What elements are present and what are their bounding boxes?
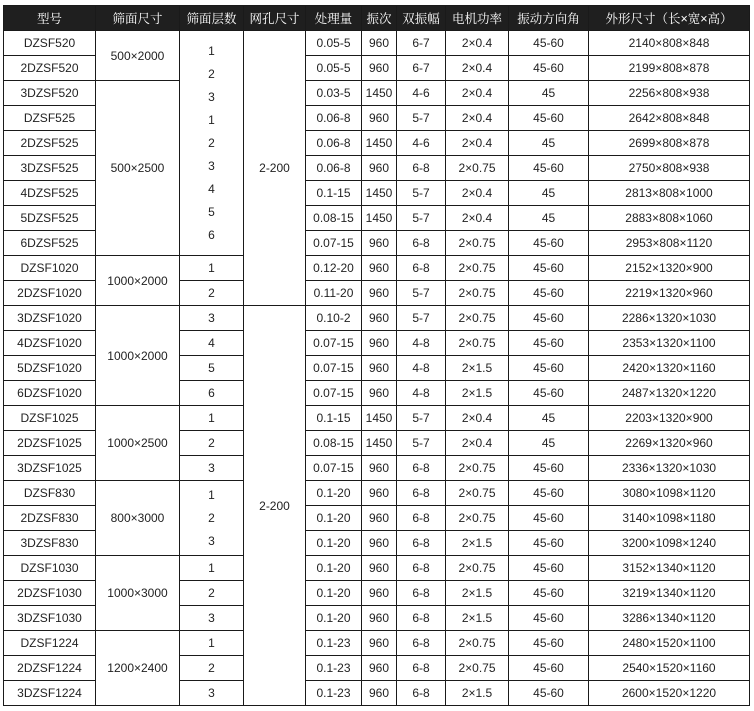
spec-table-body xyxy=(4,31,750,706)
vibration-frequency-cell: 960 xyxy=(362,606,397,631)
dimensions-cell: 2540×1520×1160 xyxy=(589,656,750,681)
capacity-cell: 0.1-20 xyxy=(306,531,362,556)
capacity-cell: 0.03-5 xyxy=(306,81,362,106)
double-amplitude-cell: 6-7 xyxy=(397,56,446,81)
vibration-frequency-cell: 960 xyxy=(362,381,397,406)
dimensions-cell: 2203×1320×900 xyxy=(589,406,750,431)
motor-power-cell: 2×0.4 xyxy=(446,406,509,431)
dimensions-cell: 2699×808×878 xyxy=(589,131,750,156)
motor-power-cell: 2×0.75 xyxy=(446,331,509,356)
motor-power-cell: 2×1.5 xyxy=(446,531,509,556)
vibration-frequency-cell: 960 xyxy=(362,581,397,606)
capacity-cell: 0.12-20 xyxy=(306,256,362,281)
motor-power-cell: 2×0.4 xyxy=(446,31,509,56)
layer-count-value: 2 xyxy=(208,435,215,450)
motor-power-cell: 2×1.5 xyxy=(446,381,509,406)
double-amplitude-cell: 5-7 xyxy=(397,106,446,131)
double-amplitude-cell: 6-8 xyxy=(397,606,446,631)
vibration-angle-cell: 45-60 xyxy=(509,656,589,681)
capacity-cell: 0.08-15 xyxy=(306,431,362,456)
vibration-angle-cell: 45-60 xyxy=(509,631,589,656)
motor-power-cell: 2×0.4 xyxy=(446,131,509,156)
model-cell: 4DZSF1020 xyxy=(4,331,96,356)
vibration-frequency-cell: 960 xyxy=(362,506,397,531)
model-cell: 6DZSF1020 xyxy=(4,381,96,406)
vibration-frequency-cell: 960 xyxy=(362,556,397,581)
vibration-frequency-cell: 1450 xyxy=(362,431,397,456)
layer-count-cell xyxy=(180,281,244,306)
dimensions-cell: 3140×1098×1180 xyxy=(589,506,750,531)
vibration-frequency-cell: 960 xyxy=(362,531,397,556)
layer-count-cell xyxy=(180,656,244,681)
capacity-cell: 0.06-8 xyxy=(306,131,362,156)
model-cell: 3DZSF830 xyxy=(4,531,96,556)
model-cell: 2DZSF1025 xyxy=(4,431,96,456)
capacity-cell: 0.1-23 xyxy=(306,656,362,681)
vibration-frequency-cell: 960 xyxy=(362,331,397,356)
dimensions-cell: 2336×1320×1030 xyxy=(589,456,750,481)
dimensions-cell: 2487×1320×1220 xyxy=(589,381,750,406)
layer-count-value: 3 xyxy=(208,310,215,325)
vibration-angle-cell: 45-60 xyxy=(509,531,589,556)
dimensions-cell: 2813×808×1000 xyxy=(589,181,750,206)
double-amplitude-cell: 6-8 xyxy=(397,481,446,506)
capacity-cell: 0.05-5 xyxy=(306,56,362,81)
dimensions-cell: 2883×808×1060 xyxy=(589,206,750,231)
layer-count-value: 1 xyxy=(208,410,215,425)
vibration-angle-cell: 45-60 xyxy=(509,381,589,406)
layer-count-cell xyxy=(180,431,244,456)
layer-count-cell xyxy=(180,406,244,431)
header-cell: 振动方向角 xyxy=(509,6,589,31)
screen-size-cell: 500×2000 xyxy=(96,31,180,81)
vibration-angle-cell: 45-60 xyxy=(509,306,589,331)
motor-power-cell: 2×0.75 xyxy=(446,556,509,581)
layer-count-cell xyxy=(180,256,244,281)
header-row xyxy=(4,6,750,31)
capacity-cell: 0.06-8 xyxy=(306,156,362,181)
table-row xyxy=(4,406,750,431)
double-amplitude-cell: 6-8 xyxy=(397,256,446,281)
dimensions-cell: 2286×1320×1030 xyxy=(589,306,750,331)
vibration-angle-cell: 45-60 xyxy=(509,481,589,506)
layer-count-value: 1 xyxy=(208,560,215,575)
layer-count-cell xyxy=(180,481,244,556)
header-cell: 处理量 xyxy=(306,6,362,31)
motor-power-cell: 2×0.75 xyxy=(446,631,509,656)
model-cell: 5DZSF525 xyxy=(4,206,96,231)
double-amplitude-cell: 4-8 xyxy=(397,356,446,381)
motor-power-cell: 2×1.5 xyxy=(446,681,509,706)
double-amplitude-cell: 6-8 xyxy=(397,156,446,181)
dimensions-cell: 2269×1320×960 xyxy=(589,431,750,456)
vibration-angle-cell: 45-60 xyxy=(509,581,589,606)
layer-count-value: 3 xyxy=(208,610,215,625)
model-cell: DZSF525 xyxy=(4,106,96,131)
capacity-cell: 0.1-23 xyxy=(306,681,362,706)
motor-power-cell: 2×1.5 xyxy=(446,606,509,631)
layer-count-value: 3 xyxy=(208,460,215,475)
dimensions-cell: 2480×1520×1100 xyxy=(589,631,750,656)
dimensions-cell: 2353×1320×1100 xyxy=(589,331,750,356)
layer-count-value: 6 xyxy=(208,385,215,400)
motor-power-cell: 2×0.4 xyxy=(446,56,509,81)
vibration-frequency-cell: 1450 xyxy=(362,406,397,431)
dimensions-cell: 2642×808×848 xyxy=(589,106,750,131)
layer-count-value: 2 xyxy=(208,135,215,150)
model-cell: 4DZSF525 xyxy=(4,181,96,206)
table-row xyxy=(4,556,750,581)
model-cell: 2DZSF830 xyxy=(4,506,96,531)
double-amplitude-cell: 5-7 xyxy=(397,406,446,431)
layer-count-value: 4 xyxy=(208,335,215,350)
model-cell: 2DZSF1224 xyxy=(4,656,96,681)
model-cell: 2DZSF525 xyxy=(4,131,96,156)
capacity-cell: 0.1-23 xyxy=(306,631,362,656)
motor-power-cell: 2×0.4 xyxy=(446,431,509,456)
layer-count-value: 3 xyxy=(208,685,215,700)
table-row xyxy=(4,256,750,281)
vibration-frequency-cell: 960 xyxy=(362,481,397,506)
screen-size-cell: 1000×2000 xyxy=(96,306,180,406)
screen-size-cell: 500×2500 xyxy=(96,81,180,256)
double-amplitude-cell: 6-8 xyxy=(397,231,446,256)
vibration-angle-cell: 45-60 xyxy=(509,606,589,631)
layer-count-value: 3 xyxy=(208,158,215,173)
layer-count-value: 5 xyxy=(208,360,215,375)
capacity-cell: 0.07-15 xyxy=(306,331,362,356)
vibration-angle-cell: 45-60 xyxy=(509,506,589,531)
model-cell: 3DZSF1025 xyxy=(4,456,96,481)
double-amplitude-cell: 6-7 xyxy=(397,31,446,56)
vibration-angle-cell: 45 xyxy=(509,406,589,431)
layer-count-cell xyxy=(180,456,244,481)
double-amplitude-cell: 6-8 xyxy=(397,456,446,481)
dimensions-cell: 2600×1520×1220 xyxy=(589,681,750,706)
layer-count-cell xyxy=(180,31,244,256)
capacity-cell: 0.1-20 xyxy=(306,556,362,581)
double-amplitude-cell: 6-8 xyxy=(397,681,446,706)
vibration-frequency-cell: 960 xyxy=(362,681,397,706)
layer-count-value: 1 xyxy=(208,43,215,58)
header-cell: 外形尺寸（长×宽×高） xyxy=(589,6,750,31)
capacity-cell: 0.1-15 xyxy=(306,181,362,206)
vibration-angle-cell: 45-60 xyxy=(509,456,589,481)
layer-count-cell xyxy=(180,581,244,606)
screen-size-cell: 1000×3000 xyxy=(96,556,180,631)
double-amplitude-cell: 5-7 xyxy=(397,206,446,231)
vibration-frequency-cell: 960 xyxy=(362,356,397,381)
layer-count-cell xyxy=(180,381,244,406)
table-row xyxy=(4,31,750,56)
vibration-angle-cell: 45-60 xyxy=(509,556,589,581)
model-cell: 3DZSF1224 xyxy=(4,681,96,706)
double-amplitude-cell: 6-8 xyxy=(397,581,446,606)
dimensions-cell: 2420×1320×1160 xyxy=(589,356,750,381)
layer-count-value: 4 xyxy=(208,181,215,196)
layer-count-value: 1 xyxy=(208,487,215,502)
vibration-angle-cell: 45 xyxy=(509,131,589,156)
vibration-angle-cell: 45-60 xyxy=(509,256,589,281)
motor-power-cell: 2×0.4 xyxy=(446,81,509,106)
layer-count-value: 6 xyxy=(208,227,215,242)
dimensions-cell: 3200×1098×1240 xyxy=(589,531,750,556)
vibration-angle-cell: 45-60 xyxy=(509,31,589,56)
vibration-angle-cell: 45 xyxy=(509,181,589,206)
table-row xyxy=(4,81,750,106)
capacity-cell: 0.08-15 xyxy=(306,206,362,231)
model-cell: 6DZSF525 xyxy=(4,231,96,256)
layer-count-value: 3 xyxy=(208,533,215,548)
vibration-angle-cell: 45-60 xyxy=(509,681,589,706)
model-cell: DZSF1025 xyxy=(4,406,96,431)
layer-count-cell xyxy=(180,606,244,631)
motor-power-cell: 2×0.4 xyxy=(446,106,509,131)
capacity-cell: 0.07-15 xyxy=(306,356,362,381)
motor-power-cell: 2×0.75 xyxy=(446,281,509,306)
header-cell: 网孔尺寸 xyxy=(244,6,306,31)
layer-count-value: 2 xyxy=(208,660,215,675)
dimensions-cell: 2219×1320×960 xyxy=(589,281,750,306)
vibration-angle-cell: 45-60 xyxy=(509,156,589,181)
model-cell: 2DZSF520 xyxy=(4,56,96,81)
double-amplitude-cell: 4-8 xyxy=(397,381,446,406)
model-cell: 5DZSF1020 xyxy=(4,356,96,381)
dimensions-cell: 2140×808×848 xyxy=(589,31,750,56)
motor-power-cell: 2×0.75 xyxy=(446,231,509,256)
double-amplitude-cell: 6-8 xyxy=(397,556,446,581)
header-cell: 型号 xyxy=(4,6,96,31)
model-cell: 2DZSF1020 xyxy=(4,281,96,306)
vibration-frequency-cell: 960 xyxy=(362,631,397,656)
screen-size-cell: 1000×2500 xyxy=(96,406,180,481)
vibration-frequency-cell: 960 xyxy=(362,656,397,681)
vibration-angle-cell: 45-60 xyxy=(509,231,589,256)
double-amplitude-cell: 6-8 xyxy=(397,506,446,531)
double-amplitude-cell: 4-8 xyxy=(397,331,446,356)
dimensions-cell: 3286×1340×1120 xyxy=(589,606,750,631)
capacity-cell: 0.05-5 xyxy=(306,31,362,56)
layer-count-value: 2 xyxy=(208,285,215,300)
vibration-frequency-cell: 960 xyxy=(362,306,397,331)
vibration-angle-cell: 45-60 xyxy=(509,106,589,131)
dimensions-cell: 2750×808×938 xyxy=(589,156,750,181)
double-amplitude-cell: 6-8 xyxy=(397,631,446,656)
dimensions-cell: 3080×1098×1120 xyxy=(589,481,750,506)
screen-size-cell: 1000×2000 xyxy=(96,256,180,306)
header-cell: 双振幅 xyxy=(397,6,446,31)
dimensions-cell: 2199×808×878 xyxy=(589,56,750,81)
vibration-frequency-cell: 960 xyxy=(362,456,397,481)
table-row xyxy=(4,631,750,656)
capacity-cell: 0.06-8 xyxy=(306,106,362,131)
vibration-frequency-cell: 960 xyxy=(362,231,397,256)
screen-size-cell: 1200×2400 xyxy=(96,631,180,706)
layer-count-value: 2 xyxy=(208,66,215,81)
double-amplitude-cell: 5-7 xyxy=(397,181,446,206)
capacity-cell: 0.1-20 xyxy=(306,481,362,506)
layer-count-value: 1 xyxy=(208,260,215,275)
motor-power-cell: 2×0.4 xyxy=(446,181,509,206)
double-amplitude-cell: 4-6 xyxy=(397,81,446,106)
double-amplitude-cell: 6-8 xyxy=(397,656,446,681)
header-cell: 筛面层数 xyxy=(180,6,244,31)
model-cell: DZSF1020 xyxy=(4,256,96,281)
capacity-cell: 0.1-20 xyxy=(306,581,362,606)
model-cell: DZSF830 xyxy=(4,481,96,506)
motor-power-cell: 2×0.75 xyxy=(446,481,509,506)
layer-count-value: 2 xyxy=(208,510,215,525)
motor-power-cell: 2×1.5 xyxy=(446,581,509,606)
motor-power-cell: 2×0.75 xyxy=(446,156,509,181)
vibration-frequency-cell: 960 xyxy=(362,156,397,181)
vibration-angle-cell: 45 xyxy=(509,81,589,106)
vibration-frequency-cell: 1450 xyxy=(362,206,397,231)
motor-power-cell: 2×0.75 xyxy=(446,456,509,481)
vibration-angle-cell: 45-60 xyxy=(509,281,589,306)
spec-table xyxy=(3,5,750,706)
dimensions-cell: 3152×1340×1120 xyxy=(589,556,750,581)
layer-count-cell xyxy=(180,331,244,356)
vibration-frequency-cell: 960 xyxy=(362,56,397,81)
screen-size-cell: 800×3000 xyxy=(96,481,180,556)
motor-power-cell: 2×0.75 xyxy=(446,656,509,681)
layer-count-cell xyxy=(180,356,244,381)
motor-power-cell: 2×0.4 xyxy=(446,206,509,231)
vibration-angle-cell: 45-60 xyxy=(509,331,589,356)
layer-count-value: 3 xyxy=(208,89,215,104)
layer-count-value: 5 xyxy=(208,204,215,219)
motor-power-cell: 2×1.5 xyxy=(446,356,509,381)
layer-count-value: 1 xyxy=(208,112,215,127)
header-cell: 筛面尺寸 xyxy=(96,6,180,31)
vibration-angle-cell: 45 xyxy=(509,431,589,456)
dimensions-cell: 2953×808×1120 xyxy=(589,231,750,256)
vibration-frequency-cell: 960 xyxy=(362,106,397,131)
vibration-frequency-cell: 960 xyxy=(362,281,397,306)
dimensions-cell: 2152×1320×900 xyxy=(589,256,750,281)
double-amplitude-cell: 6-8 xyxy=(397,531,446,556)
double-amplitude-cell: 5-7 xyxy=(397,281,446,306)
model-cell: DZSF1224 xyxy=(4,631,96,656)
capacity-cell: 0.10-2 xyxy=(306,306,362,331)
motor-power-cell: 2×0.75 xyxy=(446,256,509,281)
mesh-size-cell: 2-200 xyxy=(244,31,306,306)
model-cell: DZSF520 xyxy=(4,31,96,56)
layer-count-cell xyxy=(180,306,244,331)
vibration-frequency-cell: 1450 xyxy=(362,131,397,156)
dimensions-cell: 2256×808×938 xyxy=(589,81,750,106)
header-cell: 振次 xyxy=(362,6,397,31)
capacity-cell: 0.07-15 xyxy=(306,231,362,256)
model-cell: 3DZSF1020 xyxy=(4,306,96,331)
capacity-cell: 0.11-20 xyxy=(306,281,362,306)
vibration-angle-cell: 45 xyxy=(509,206,589,231)
vibration-angle-cell: 45-60 xyxy=(509,356,589,381)
header-cell: 电机功率 xyxy=(446,6,509,31)
layer-count-cell xyxy=(180,631,244,656)
motor-power-cell: 2×0.75 xyxy=(446,506,509,531)
table-row xyxy=(4,481,750,506)
layer-count-value: 1 xyxy=(208,635,215,650)
model-cell: 3DZSF1030 xyxy=(4,606,96,631)
dimensions-cell: 3219×1340×1120 xyxy=(589,581,750,606)
layer-count-cell xyxy=(180,556,244,581)
model-cell: 2DZSF1030 xyxy=(4,581,96,606)
vibration-frequency-cell: 960 xyxy=(362,256,397,281)
capacity-cell: 0.07-15 xyxy=(306,381,362,406)
vibration-frequency-cell: 1450 xyxy=(362,181,397,206)
vibration-angle-cell: 45-60 xyxy=(509,56,589,81)
model-cell: 3DZSF520 xyxy=(4,81,96,106)
capacity-cell: 0.1-20 xyxy=(306,506,362,531)
capacity-cell: 0.1-20 xyxy=(306,606,362,631)
vibration-frequency-cell: 1450 xyxy=(362,81,397,106)
table-row xyxy=(4,306,750,331)
double-amplitude-cell: 5-7 xyxy=(397,306,446,331)
model-cell: 3DZSF525 xyxy=(4,156,96,181)
model-cell: DZSF1030 xyxy=(4,556,96,581)
layer-count-cell xyxy=(180,681,244,706)
layer-count-value: 2 xyxy=(208,585,215,600)
capacity-cell: 0.07-15 xyxy=(306,456,362,481)
double-amplitude-cell: 4-6 xyxy=(397,131,446,156)
capacity-cell: 0.1-15 xyxy=(306,406,362,431)
motor-power-cell: 2×0.75 xyxy=(446,306,509,331)
vibration-frequency-cell: 960 xyxy=(362,31,397,56)
double-amplitude-cell: 5-7 xyxy=(397,431,446,456)
mesh-size-cell: 2-200 xyxy=(244,306,306,706)
